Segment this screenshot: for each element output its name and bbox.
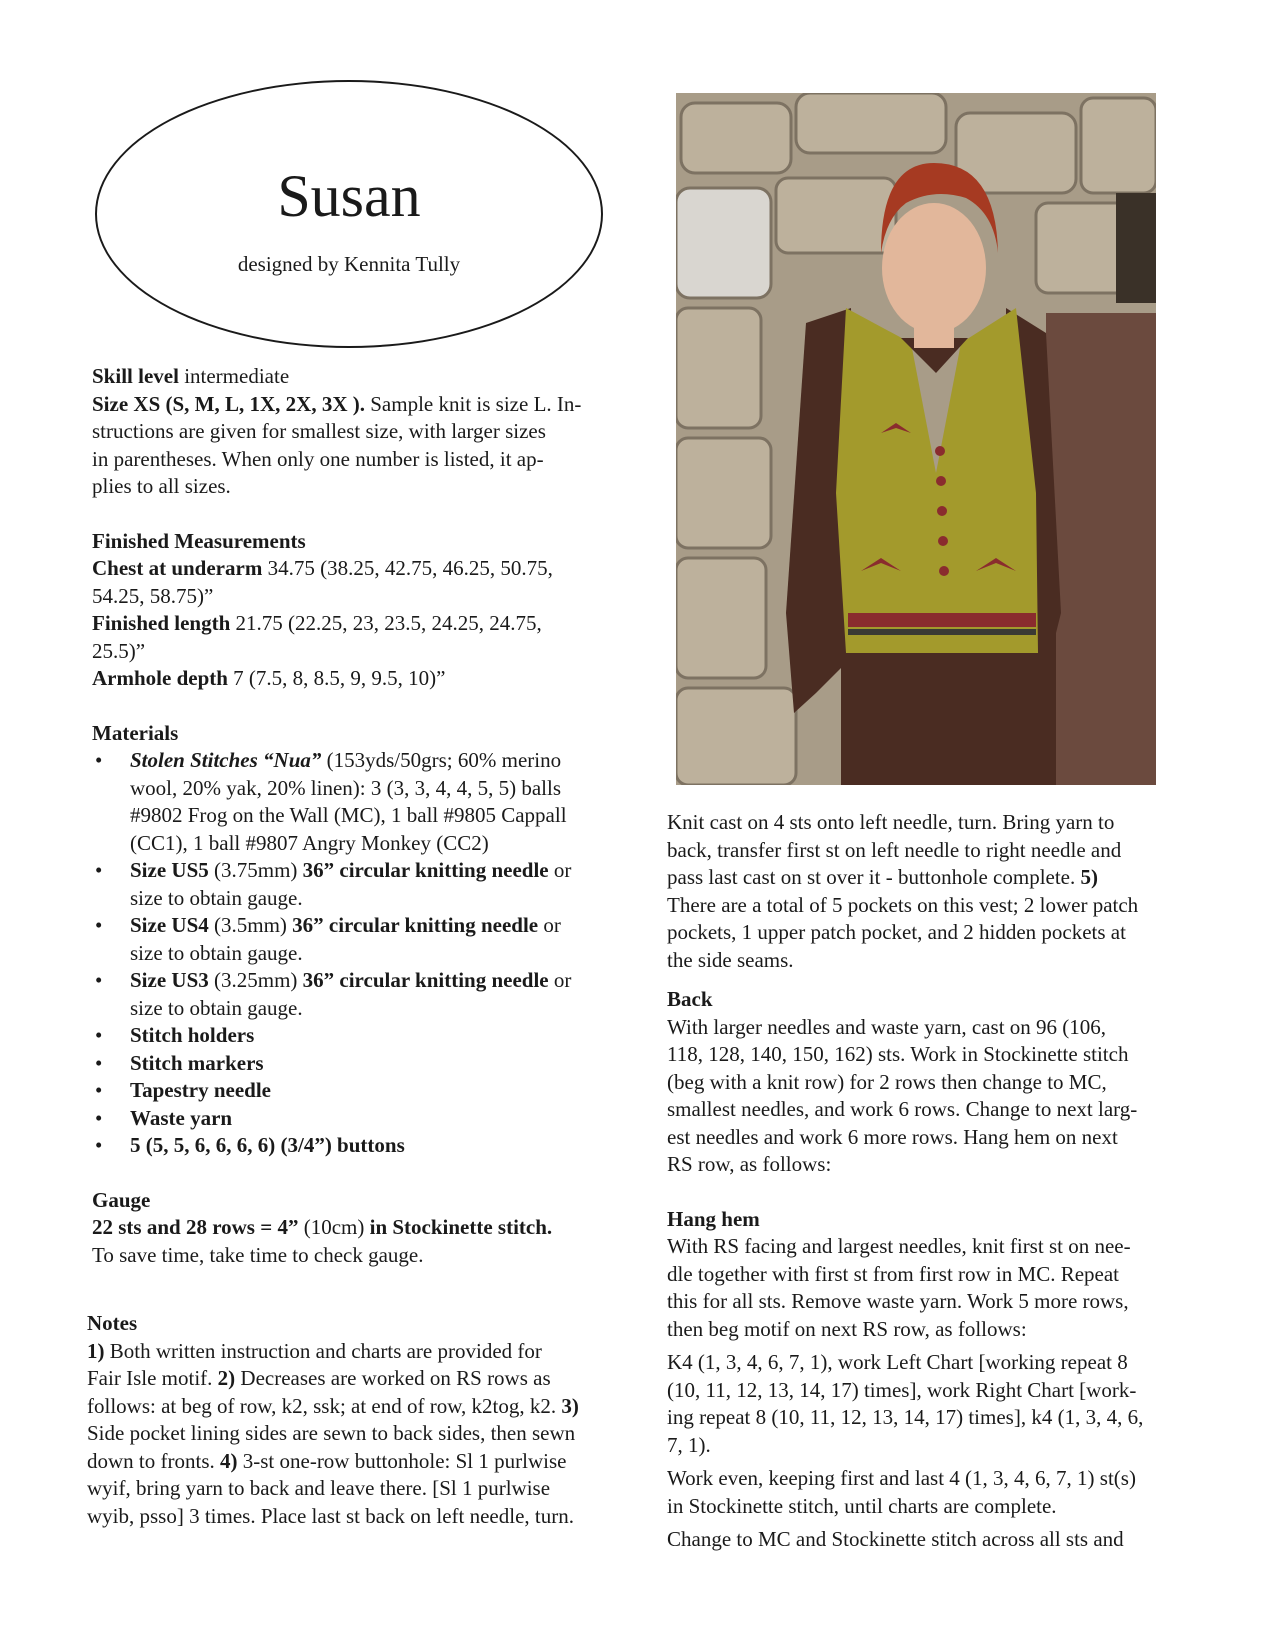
back-heading: Back xyxy=(667,987,713,1011)
size-line: plies to all sizes. xyxy=(92,474,231,498)
notes-section: Notes 1) Both written instruction and charts are provided for Fair Isle motif. 2) Decreases are worked on RS rows as follows: at beg of row, k2, ssk; at end of row, k2tog, k2. 3) Side pocket lining sides are sewn to back sides, then sewn down to fronts. 4) 3-st one-row buttonhole: Sl 1 purlwise wyif, bring yarn to back and leave there. [Sl 1 purlwise wyib, psso] 3 times. Place last st back on left needle, turn. xyxy=(87,1310,617,1530)
list-item: • 5 (5, 5, 6, 6, 6, 6) (3/4”) buttons xyxy=(130,1132,612,1160)
list-item: • Waste yarn xyxy=(130,1105,612,1133)
designer-byline: designed by Kennita Tully xyxy=(237,252,461,276)
page-title: Susan xyxy=(277,163,421,229)
finished-heading: Finished Measurements xyxy=(92,528,306,553)
title-oval xyxy=(95,80,603,348)
list-item: • Size US4 (3.5mm) 36” circular knitting needle or size to obtain gauge. xyxy=(130,912,612,967)
vest-photo-illustration xyxy=(676,93,1156,785)
length-measurement-cont: 25.5)” xyxy=(92,638,146,663)
list-item: • Size US3 (3.25mm) 36” circular knitting needle or size to obtain gauge. xyxy=(130,967,612,1022)
left-column xyxy=(92,363,612,1269)
hang-hem-heading: Hang hem xyxy=(667,1206,760,1231)
chest-measurement-cont: 54.25, 58.75)” xyxy=(92,583,214,608)
size-line: structions are given for smallest size, with larger sizes xyxy=(92,419,546,443)
gauge-note: To save time, take time to check gauge. xyxy=(92,1242,424,1267)
list-item: • Size US5 (3.75mm) 36” circular knitting needle or size to obtain gauge. xyxy=(130,857,612,912)
materials-heading: Materials xyxy=(92,720,179,745)
list-item: • Stitch markers xyxy=(130,1050,612,1078)
list-item: • Stitch holders xyxy=(130,1022,612,1050)
armhole-measurement: Armhole depth 7 (7.5, 8, 8.5, 9, 9.5, 10)” xyxy=(92,666,446,690)
hem-motif xyxy=(848,613,1036,635)
length-measurement: Finished length 21.75 (22.25, 23, 23.5, 24.25, 24.75, xyxy=(92,611,542,635)
gauge-heading: Gauge xyxy=(92,1187,151,1212)
chest-measurement: Chest at underarm 34.75 (38.25, 42.75, 46.25, 50.75, xyxy=(92,556,553,580)
materials-list xyxy=(92,747,612,1160)
size-info: Size XS (S, M, L, 1X, 2X, 3X ). Sample knit is size L. In- xyxy=(92,391,582,416)
list-item: • Tapestry needle xyxy=(130,1077,612,1105)
right-column: Knit cast on 4 sts onto left needle, turn. Bring yarn to back, transfer first st on left needle to right needle and pass last cast on st over it - buttonhole complete. 5) There are a total of 5 pockets on this vest; 2 lower patch pockets, 1 upper patch pocket, and 2 hidden pockets at the side seams. Back With larger needles and waste yarn, cast on 96 (106, 118, 128, 140, 150, 162) sts. Work in Stockinette stitch (beg with a knit row) for 2 rows then change to MC, smallest needles, and work 6 rows. Change to next larg- est needles and work 6 more rows. Hang hem on next RS row, as follows: Hang hem With RS facing and largest needles, knit first st on nee- dle together with first st from first row in MC. Repeat this for all sts. Remove waste yarn. Work 5 more rows, then beg motif on next RS row, as follows: K4 (1, 3, 4, 6, 7, 1), work Left Chart [working repeat 8 (10, 11, 12, 13, 14, 17) times], work Right Chart [work- ing repeat 8 (10, 11, 12, 13, 14, 17) times], k4 (1, 3, 4, 6, 7, 1). Work even, keeping first and last 4 (1, 3, 4, 6, 7, 1) st(s) in Stockinette stitch, until charts are complete. Change to MC and Stockinette stitch across all sts and xyxy=(667,809,1162,1554)
skill-level: Skill level intermediate xyxy=(92,364,290,388)
size-line: in parentheses. When only one number is listed, it ap- xyxy=(92,446,544,471)
model-photo xyxy=(676,93,1156,785)
list-item: • Stolen Stitches “Nua” (153yds/50grs; 60% merino wool, 20% yak, 20% linen): 3 (3, 3, 4, 4, 5, 5) balls #9802 Frog on the Wall (MC), 1 ball #9805 Cappall (CC1), 1 ball #9807 Angry Monkey (CC2) xyxy=(130,747,612,857)
gauge-spec: 22 sts and 28 rows = 4” (10cm) in Stockinette stitch. xyxy=(92,1215,553,1239)
notes-heading: Notes xyxy=(87,1311,138,1335)
